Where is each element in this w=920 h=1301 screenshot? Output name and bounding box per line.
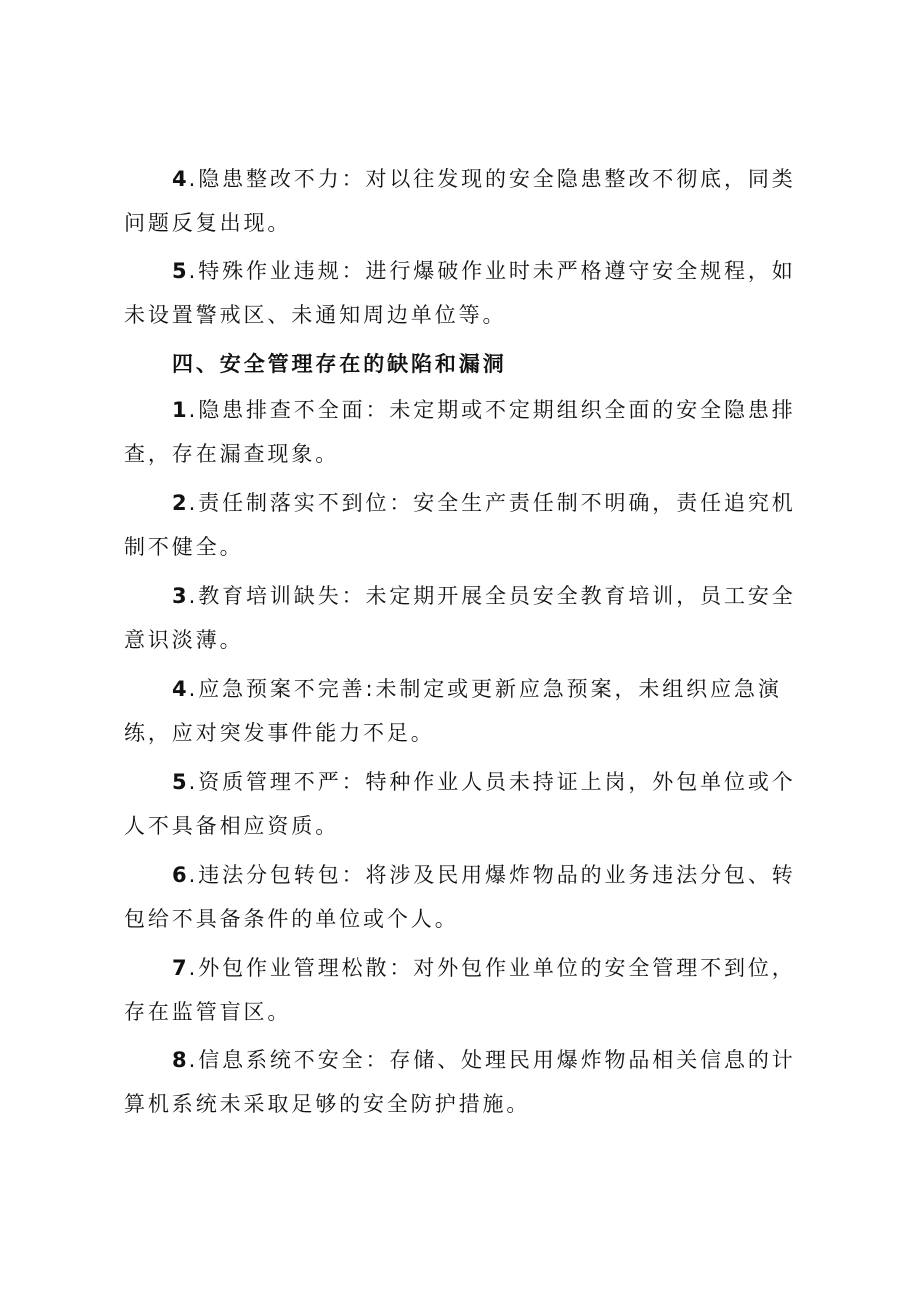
paragraph-prev-item-5 bbox=[124, 249, 814, 337]
item-text: .资质管理不严：特种作业人员未持证上岗，外包单位或个人不具备相应资质。 bbox=[124, 770, 796, 838]
item-number: 4 bbox=[172, 677, 187, 701]
paragraph-item-3 bbox=[124, 574, 814, 662]
item-text: .外包作业管理松散：对外包作业单位的安全管理不到位，存在监管盲区。 bbox=[124, 956, 796, 1024]
item-number: 8 bbox=[172, 1048, 187, 1072]
item-text: .违法分包转包：将涉及民用爆炸物品的业务违法分包、转包给不具备条件的单位或个人。 bbox=[124, 863, 796, 931]
item-number: 4 bbox=[172, 167, 187, 191]
paragraph-item-5 bbox=[124, 760, 814, 848]
item-text: .教育培训缺失：未定期开展全员安全教育培训，员工安全意识淡薄。 bbox=[124, 584, 796, 652]
paragraph-item-7 bbox=[124, 946, 814, 1034]
item-number: 6 bbox=[172, 863, 187, 887]
item-number: 1 bbox=[172, 398, 187, 422]
paragraph-item-6 bbox=[124, 853, 814, 941]
item-text: .隐患排查不全面：未定期或不定期组织全面的安全隐患排查，存在漏查现象。 bbox=[124, 398, 796, 466]
section-heading: 四、安全管理存在的缺陷和漏洞 bbox=[172, 352, 507, 376]
item-number: 5 bbox=[172, 770, 187, 794]
item-text: .应急预案不完善:未制定或更新应急预案，未组织应急演练，应对突发事件能力不足。 bbox=[124, 677, 782, 745]
item-number: 5 bbox=[172, 259, 187, 283]
paragraph-item-2 bbox=[124, 481, 814, 569]
item-text: .特殊作业违规：进行爆破作业时未严格遵守安全规程，如未设置警戒区、未通知周边单位等。 bbox=[124, 259, 796, 327]
paragraph-item-8 bbox=[124, 1038, 814, 1126]
paragraph-item-4 bbox=[124, 667, 814, 755]
item-number: 3 bbox=[172, 584, 187, 608]
item-text: .隐患整改不力：对以往发现的安全隐患整改不彻底，同类问题反复出现。 bbox=[124, 167, 796, 235]
item-text: .责任制落实不到位：安全生产责任制不明确，责任追究机制不健全。 bbox=[124, 491, 796, 559]
item-text: .信息系统不安全：存储、处理民用爆炸物品相关信息的计算机系统未采取足够的安全防护措施。 bbox=[124, 1048, 796, 1116]
item-number: 2 bbox=[172, 491, 187, 515]
paragraph-item-1 bbox=[124, 388, 814, 476]
item-number: 7 bbox=[172, 956, 187, 980]
paragraph-prev-item-4 bbox=[124, 157, 814, 245]
